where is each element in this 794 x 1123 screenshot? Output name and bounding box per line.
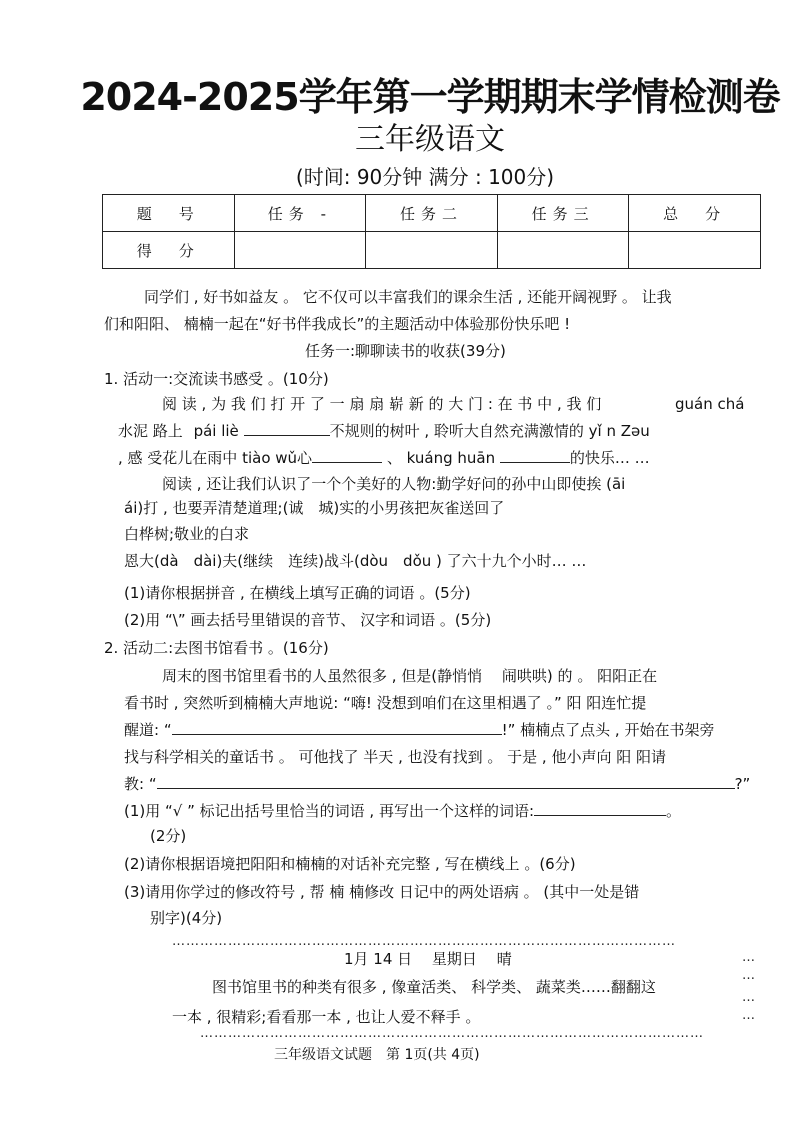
q1-subquestion: (1)请你根据拼音 , 在横线上填写正确的词语 。(5分) [124,584,471,602]
dialogue-answer-blank[interactable] [157,774,735,789]
answer-blank[interactable] [244,421,330,436]
q1-paragraph-line: 阅读 , 还让我们认识了一个个美好的人物:勤学好问的孙中山即使挨 (āi [162,475,626,493]
diary-dotted-border: ……………………………………………………………………………………………… [172,934,676,949]
page-footer: 三年级语文试题 第 1页(共 4页) [274,1047,480,1063]
q2-text: 教: “ [124,775,157,793]
question-number: 1 [104,370,114,388]
q2-subquestion: (3)请用你学过的修改符号 , 帮 楠 楠修改 日记中的两处语病 。 (其中一处是错 [124,883,640,901]
q2-paragraph-line [124,720,714,740]
score-input-cell[interactable] [497,232,629,269]
q2-text: ?” [734,775,751,793]
diary-date: 1月 14 日 星期日 晴 [344,950,512,968]
q1-paragraph-line: 阅 读 , 为 我 们 打 开 了 一 扇 扇 崭 新 的 大 门 : 在 书 中 , 我 们 [162,395,602,413]
q1-text: 水泥 路上 [118,422,183,440]
q2-paragraph-line: 周末的图书馆里看书的人虽然很多 , 但是(静悄悄 闹哄哄) 的 。 阳阳正在 [162,667,658,685]
diary-text-line: 图书馆里书的种类有很多 , 像童活类、 科学类、 蔬菜类……翻翻这 [212,978,656,996]
pinyin-pailie: pái liè [193,422,239,440]
question-number: 2 [104,639,114,657]
q2-subquestion: (2)请你根据语境把阳阳和楠楠的对话补充完整 , 写在横线上 。(6分) [124,855,576,873]
score-cell: 得 分 [103,232,235,269]
intro-line: 同学们 , 好书如益友 。 它不仅可以丰富我们的课余生活 , 还能开阔视野 。 让我 [144,288,672,306]
q2-text: 。 [666,802,682,820]
exam-meta: (时间: 90分钟 满分 : 100分) [295,165,555,189]
score-cell: 任务二 [366,195,498,232]
score-input-cell[interactable] [629,232,761,269]
diary-dotted-border: … [742,968,756,983]
diary-dotted-border: ……………………………………………………………………………………………… [200,1026,704,1041]
dialogue-answer-blank[interactable] [172,720,502,735]
q1-text: 不规则的树叶 , 聆听大自然充满激情的 [329,422,584,440]
pinyin-guancha: guán chá [675,395,745,413]
q2-paragraph-line: 看书时 , 突然听到楠楠大声地说: “嗨! 没想到咱们在这里相遇了 。” 阳 阳连忙提 [124,694,647,712]
exam-subtitle: 三年级语文 [355,122,505,157]
diary-text-line: 一本 , 很精彩;看看那一本 , 也让人爱不释手 。 [172,1008,481,1026]
score-input-cell[interactable] [234,232,366,269]
q2-subquestion-text: (1)用 “√ ” 标记出括号里恰当的词语 , 再写出一个这样的词语: [124,802,535,820]
q2-paragraph-line: 找与科学相关的童话书 。 可他找了 半天 , 也没有找到 。 于是 , 他小声向 阳 阳请 [124,748,666,766]
score-cell: 总 分 [629,195,761,232]
q2-paragraph-line [124,774,750,794]
q2-subquestion-score: (2分) [150,827,187,845]
pinyin-tiaowu: tiào wǔ心 [242,449,313,467]
question-2-title [104,638,329,658]
diary-dotted-border: … [742,1008,756,1023]
q1-text: , 感 受花儿在雨中 [118,449,238,467]
answer-blank[interactable] [500,448,570,463]
score-cell: 题 号 [103,195,235,232]
q1-paragraph-line [118,448,650,468]
q2-subquestion [124,801,681,821]
score-input-cell[interactable] [366,232,498,269]
q1-paragraph-line: 白桦树;敬业的白求 [124,525,250,543]
q1-paragraph-line: 恩大(dà dài)夫(继续 连续)战斗(dòu dǒu ) 了六十九个小时… … [124,552,587,570]
q2-text: 醒道: “ [124,721,172,739]
question-1-title [104,369,329,389]
score-table-score-row [103,232,761,269]
q2-subquestion: 别字)(4分) [150,909,223,927]
score-cell: 任务 - [234,195,366,232]
q2-text: !” 楠楠点了点头 , 开始在书架旁 [501,721,715,739]
diary-dotted-border: … [742,990,756,1005]
exam-title: 2024-2025学年第一学期期末学情检测卷 [80,75,780,119]
pinyin-kuanghuan: kuáng huān [406,449,496,467]
question-title-text: . 活动一:交流读书感受 。(10分) [113,370,329,388]
diary-dotted-border: … [742,950,756,965]
pinyin-yinzou: yǐ n Zǝu [588,422,650,440]
score-table [102,194,761,269]
question-title-text: . 活动二:去图书馆看书 。(16分) [113,639,329,657]
q1-paragraph-line [118,421,650,441]
q1-text: 的快乐… … [569,449,650,467]
intro-line: 们和阳阳、 楠楠一起在“好书伴我成长”的主题活动中体验那份快乐吧 ! [104,315,571,333]
q1-subquestion: (2)用 “\” 画去括号里错误的音节、 汉字和词语 。(5分) [124,611,492,629]
answer-blank[interactable] [312,448,382,463]
task1-heading: 任务一:聊聊读书的收获(39分) [305,342,506,360]
q1-text: 、 [386,449,402,467]
word-answer-blank[interactable] [534,801,666,816]
score-table-header-row [103,195,761,232]
score-cell: 任务三 [497,195,629,232]
q1-paragraph-line: ái)打 , 也要弄清楚道理;(诚 城)实的小男孩把灰雀送回了 [124,499,505,517]
